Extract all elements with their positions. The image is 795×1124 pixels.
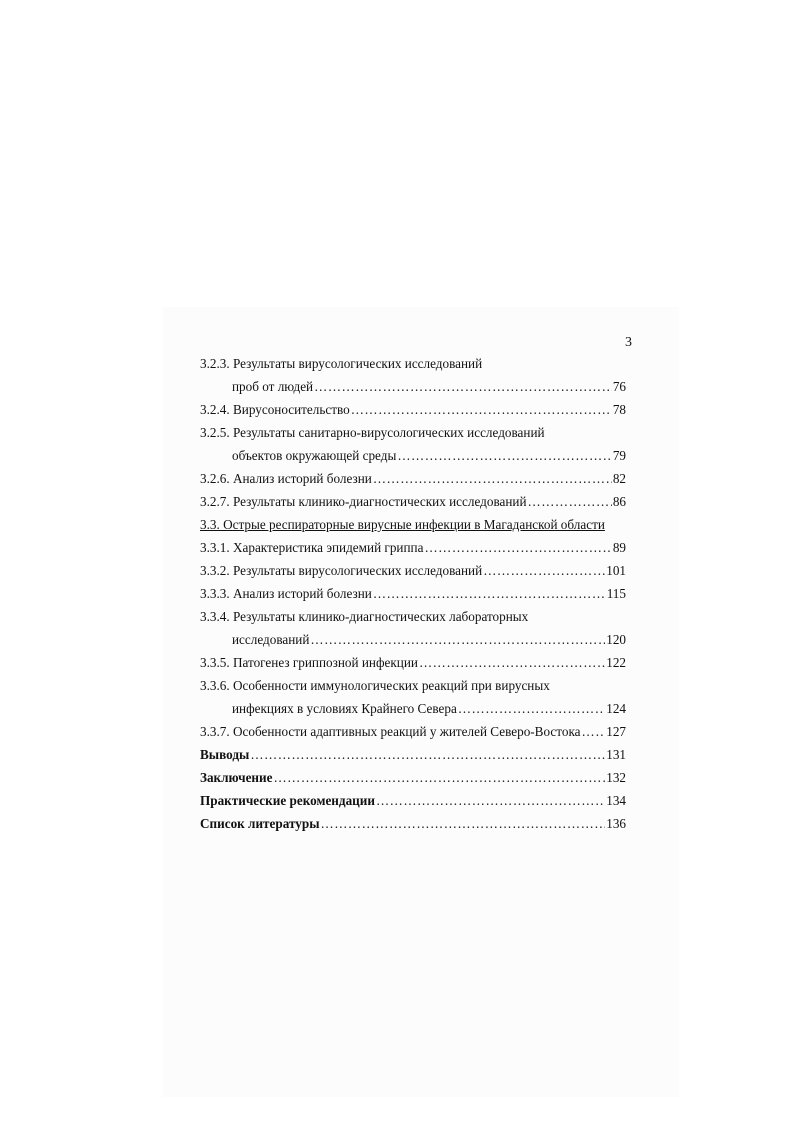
toc-entry (200, 651, 626, 674)
dot-leader (273, 766, 605, 789)
toc-entry-title: инфекциях в условиях Крайнего Севера (232, 701, 457, 716)
toc-entry-title: 3.3.6. Особенности иммунологических реакций при вирусных (200, 678, 550, 693)
toc-entry-page: 76 (612, 379, 626, 394)
toc-entry-title: 3.2.5. Результаты санитарно-вирусологических исследований (200, 425, 545, 440)
toc-entry-page: 134 (606, 793, 626, 808)
toc-entry-page: 101 (606, 563, 626, 578)
toc-entry-page: 136 (606, 816, 626, 831)
toc-entry-title: 3.3.5. Патогенез гриппозной инфекции (200, 655, 418, 670)
toc-entry (200, 812, 626, 835)
toc-entry-page: 115 (606, 586, 626, 601)
toc-entry (200, 582, 626, 605)
toc-entry-title: Заключение (200, 770, 273, 785)
toc-entry-page: 82 (612, 471, 626, 486)
toc-entry-page: 132 (606, 770, 626, 785)
dot-leader (424, 536, 611, 559)
toc-entry-title: проб от людей (232, 379, 314, 394)
dot-leader (397, 444, 612, 467)
table-of-contents (200, 352, 626, 835)
toc-entry (200, 467, 626, 490)
toc-entry-page: 124 (606, 701, 626, 716)
dot-leader (373, 467, 612, 490)
toc-entry-title: 3.2.6. Анализ историй болезни (200, 471, 372, 486)
toc-entry (200, 789, 626, 812)
dot-leader (458, 697, 605, 720)
toc-entry-page: 131 (606, 747, 626, 762)
dot-leader (314, 375, 612, 398)
toc-entry-title: 3.3.3. Анализ историй болезни (200, 586, 372, 601)
toc-entry-page: 120 (606, 632, 626, 647)
dot-leader (419, 651, 605, 674)
toc-entry (200, 628, 626, 651)
toc-entry-title: 3.3.4. Результаты клинико-диагностических лабораторных (200, 609, 529, 624)
page-number: 3 (625, 335, 632, 350)
toc-entry-title: 3.3.2. Результаты вирусологических исследований (200, 563, 483, 578)
toc-entry-title: 3.3.1. Характеристика эпидемий гриппа (200, 540, 424, 555)
toc-entry (200, 421, 626, 444)
toc-entry-title: Выводы (200, 747, 250, 762)
toc-entry (200, 766, 626, 789)
toc-entry-page: 86 (612, 494, 626, 509)
toc-entry (200, 697, 626, 720)
dot-leader (376, 789, 605, 812)
toc-entry (200, 674, 626, 697)
toc-entry (200, 743, 626, 766)
toc-entry-page: 127 (606, 724, 626, 739)
toc-entry (200, 513, 626, 536)
toc-entry (200, 444, 626, 467)
toc-entry (200, 352, 626, 375)
toc-entry-page: 78 (612, 402, 626, 417)
toc-entry-title: объектов окружающей среды (232, 448, 397, 463)
toc-entry (200, 490, 626, 513)
dot-leader (321, 812, 606, 835)
toc-entry-title: 3.2.4. Вирусоносительство (200, 402, 350, 417)
dot-leader (582, 720, 606, 743)
toc-entry (200, 375, 626, 398)
dot-leader (310, 628, 605, 651)
toc-entry (200, 605, 626, 628)
toc-entry-title: 3.2.7. Результаты клинико-диагностических исследований (200, 494, 527, 509)
toc-entry-page: 89 (612, 540, 626, 555)
dot-leader (373, 582, 606, 605)
toc-entry (200, 536, 626, 559)
toc-entry (200, 720, 626, 743)
toc-entry (200, 559, 626, 582)
dot-leader (351, 398, 612, 421)
toc-entry-title: 3.3. Острые респираторные вирусные инфекции в Магаданской области (200, 517, 605, 532)
toc-entry-page: 122 (606, 655, 626, 670)
dot-leader (483, 559, 605, 582)
dot-leader (528, 490, 612, 513)
toc-entry-title: 3.3.7. Особенности адаптивных реакций у жителей Северо-Востока (200, 724, 581, 739)
toc-entry (200, 398, 626, 421)
toc-entry-title: Практические рекомендации (200, 793, 375, 808)
dot-leader (250, 743, 605, 766)
toc-entry-title: исследований (232, 632, 310, 647)
toc-entry-page: 79 (612, 448, 626, 463)
toc-entry-title: Список литературы (200, 816, 320, 831)
toc-entry-title: 3.2.3. Результаты вирусологических исследований (200, 356, 483, 371)
